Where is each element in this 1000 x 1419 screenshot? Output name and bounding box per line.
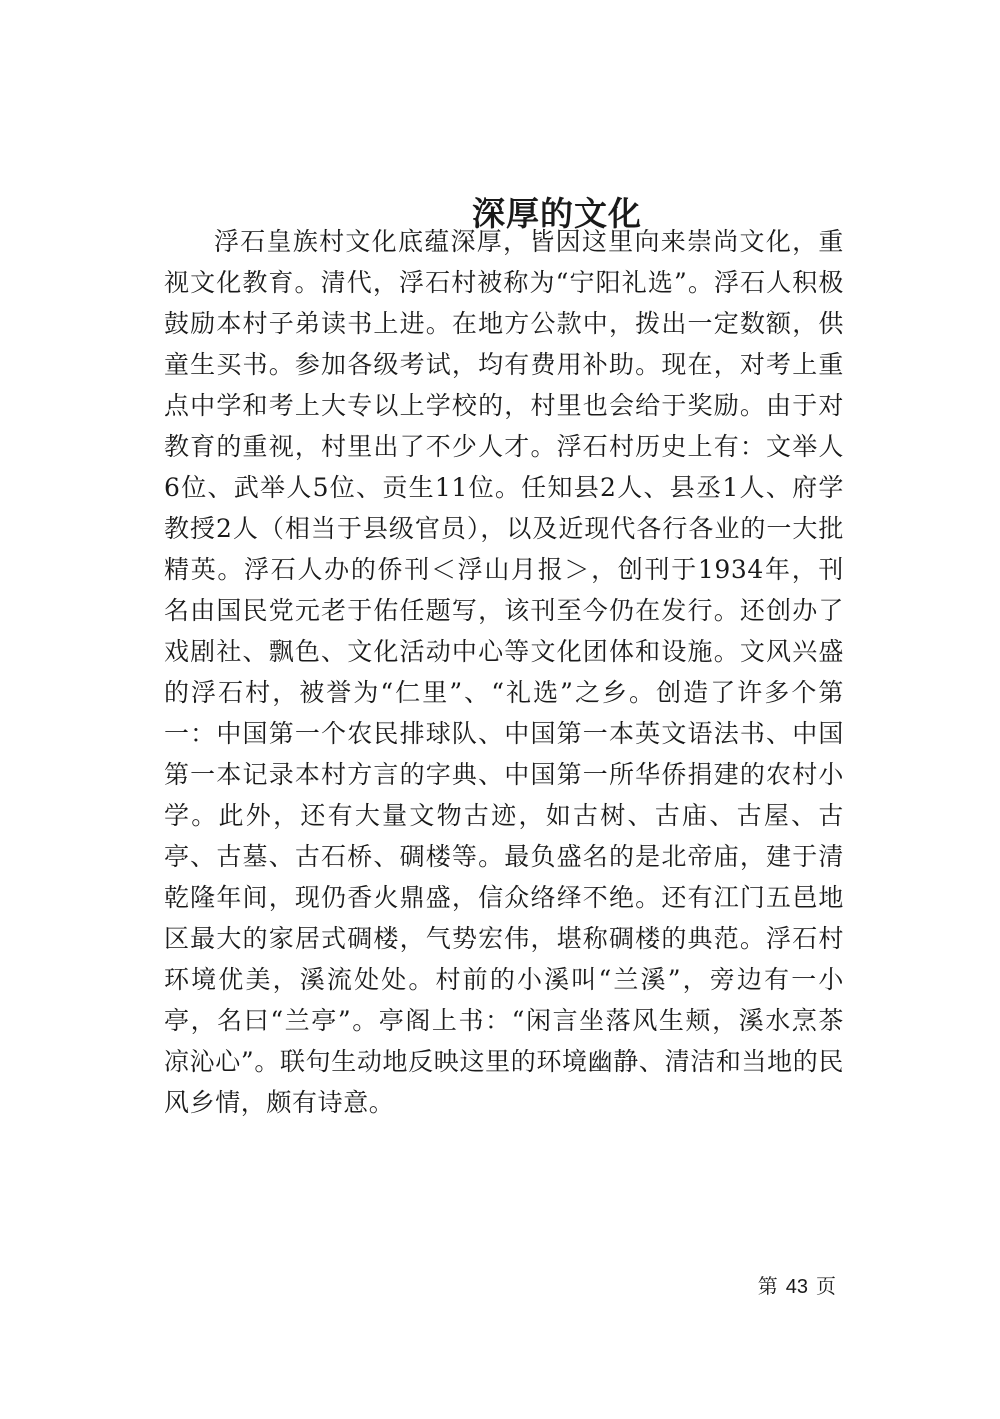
page-number: 43: [785, 1276, 808, 1298]
page-footer: [758, 1272, 836, 1301]
page-prefix: 第: [757, 1274, 778, 1298]
body-paragraph: 浮石皇族村文化底蕴深厚，皆因这里向来崇尚文化，重视文化教育。清代，浮石村被称为“宁阳礼选”。浮石人积极鼓励本村子弟读书上进。在地方公款中，拨出一定数额，供童生买书。参加各级考试，均有费用补助。现在，对考上重点中学和考上大专以上学校的，村里也会给于奖励。由于对教育的重视，村里出了不少人才。浮石村历史上有：文举人6位、武举人5位、贡生11位。任知县2人、县丞1人、府学教授2人（相当于县级官员），以及近现代各行各业的一大批精英。浮石人办的侨刊＜浮山月报＞，创刊于1934年，刊名由国民党元老于佑任题写，该刊至今仍在发行。还创办了戏剧社、飘色、文化活动中心等文化团体和设施。文风兴盛的浮石村，被誉为“仁里”、“礼选”之乡。创造了许多个第一：中国第一个农民排球队、中国第一本英文语法书、中国第一本记录本村方言的字典、中国第一所华侨捐建的农村小学。此外，还有大量文物古迹，如古树、古庙、古屋、古亭、古墓、古石桥、碉楼等。最负盛名的是北帝庙，建于清乾隆年间，现仍香火鼎盛，信众络绎不绝。还有江门五邑地区最大的家居式碉楼，气势宏伟，堪称碉楼的典范。浮石村环境优美，溪流处处。村前的小溪叫“兰溪”，旁边有一小亭，名曰“兰亭”。亭阁上书：“闲言坐落风生颊，溪水烹茶凉沁心”。联句生动地反映这里的环境幽静、清洁和当地的民风乡情，颇有诗意。: [164, 227, 844, 1117]
page-title: 深厚的文化: [472, 194, 642, 234]
page-suffix: 页: [816, 1274, 836, 1298]
